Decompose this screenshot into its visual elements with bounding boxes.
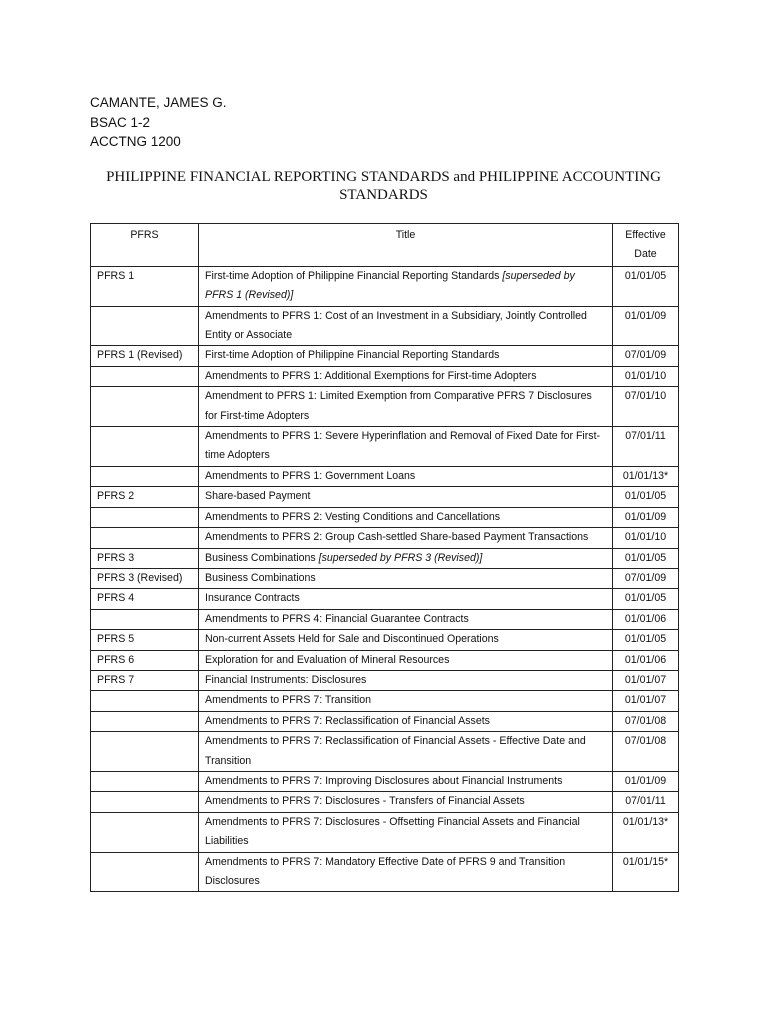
standard-code-cell: PFRS 1 (Revised): [91, 346, 199, 366]
effective-date-cell: 01/01/09: [613, 771, 679, 791]
table-row: [91, 306, 679, 346]
effective-date-cell: 01/01/09: [613, 507, 679, 527]
standard-title-cell: [199, 466, 613, 486]
effective-date-cell: 07/01/11: [613, 792, 679, 812]
standard-code-cell: [91, 691, 199, 711]
student-name: CAMANTE, JAMES G.: [90, 95, 227, 110]
standard-code-cell: PFRS 2: [91, 487, 199, 507]
standard-title-text: Amendments to PFRS 7: Disclosures - Transfers of Financial Assets: [205, 795, 525, 808]
effective-date-cell: 01/01/07: [613, 670, 679, 690]
student-header: [90, 93, 227, 152]
standard-title-cell: [199, 792, 613, 812]
effective-date-cell: 07/01/09: [613, 568, 679, 588]
standard-title-text: Amendments to PFRS 4: Financial Guarantee Contracts: [205, 612, 469, 625]
table-row: [91, 711, 679, 731]
effective-date-cell: 07/01/08: [613, 732, 679, 772]
effective-date-cell: 01/01/06: [613, 650, 679, 670]
standard-code-cell: [91, 366, 199, 386]
course-code: ACCTNG 1200: [90, 134, 181, 149]
effective-date-cell: 01/01/05: [613, 487, 679, 507]
effective-date-cell: 07/01/11: [613, 427, 679, 467]
standard-title-cell: [199, 691, 613, 711]
standard-title-cell: [199, 548, 613, 568]
standard-title-text: Amendments to PFRS 1: Severe Hyperinflation and Removal of Fixed Date for First-time Adopters: [205, 430, 601, 462]
table-row: [91, 812, 679, 852]
standard-code-cell: [91, 427, 199, 467]
standard-title-cell: [199, 366, 613, 386]
table-row: [91, 771, 679, 791]
standard-title-text: Amendments to PFRS 2: Vesting Conditions and Cancellations: [205, 510, 501, 523]
standard-code-cell: [91, 792, 199, 812]
standard-title-cell: [199, 670, 613, 690]
table-row: [91, 792, 679, 812]
standard-title-text: Amendment to PFRS 1: Limited Exemption from Comparative PFRS 7 Disclosures for First-time Adopters: [205, 390, 592, 422]
effective-date-cell: 01/01/06: [613, 609, 679, 629]
standard-title-cell: [199, 630, 613, 650]
standard-code-cell: PFRS 5: [91, 630, 199, 650]
standard-title-cell: [199, 609, 613, 629]
standard-title-text: Insurance Contracts: [205, 592, 300, 605]
standard-title-text: Amendments to PFRS 7: Reclassification of Financial Assets - Effective Date and Transition: [205, 735, 586, 767]
table-row: [91, 732, 679, 772]
table-row: [91, 387, 679, 427]
standard-code-cell: PFRS 3: [91, 548, 199, 568]
table-row: [91, 670, 679, 690]
standard-code-cell: [91, 609, 199, 629]
standard-code-cell: PFRS 7: [91, 670, 199, 690]
standard-code-cell: PFRS 3 (Revised): [91, 568, 199, 588]
effective-date-cell: 01/01/05: [613, 266, 679, 306]
standard-title-cell: [199, 589, 613, 609]
table-row: [91, 528, 679, 548]
effective-date-cell: 01/01/13*: [613, 466, 679, 486]
effective-date-cell: 01/01/09: [613, 306, 679, 346]
effective-date-cell: 01/01/07: [613, 691, 679, 711]
effective-date-cell: 01/01/05: [613, 630, 679, 650]
standard-title-cell: [199, 812, 613, 852]
table-row: [91, 366, 679, 386]
standard-code-cell: PFRS 6: [91, 650, 199, 670]
standard-title-text: First-time Adoption of Philippine Financial Reporting Standards: [205, 269, 500, 282]
standard-code-cell: [91, 711, 199, 731]
standard-title-cell: [199, 387, 613, 427]
table-row: [91, 589, 679, 609]
table-row: [91, 346, 679, 366]
supersession-note: [superseded by PFRS 3 (Revised)]: [318, 551, 483, 564]
table-row: [91, 266, 679, 306]
effective-date-cell: 01/01/05: [613, 548, 679, 568]
standard-title-cell: [199, 852, 613, 892]
table-row: [91, 487, 679, 507]
effective-date-cell: 01/01/10: [613, 528, 679, 548]
student-section: BSAC 1-2: [90, 114, 151, 130]
standard-title-text: Business Combinations: [205, 571, 316, 584]
effective-date-cell: 01/01/13*: [613, 812, 679, 852]
standard-code-cell: [91, 507, 199, 527]
supersession-note: [superseded by PFRS 1 (Revised)]: [205, 269, 575, 302]
standard-code-cell: [91, 771, 199, 791]
standard-code-cell: [91, 528, 199, 548]
effective-date-cell: 07/01/08: [613, 711, 679, 731]
effective-date-cell: 01/01/05: [613, 589, 679, 609]
standards-table: [90, 223, 679, 892]
standard-title-text: Exploration for and Evaluation of Mineral Resources: [205, 653, 450, 666]
standard-title-text: Amendments to PFRS 1: Government Loans: [205, 469, 416, 482]
table-row: [91, 630, 679, 650]
table-row: [91, 548, 679, 568]
standard-code-cell: [91, 306, 199, 346]
standard-title-cell: [199, 568, 613, 588]
standard-title-cell: [199, 427, 613, 467]
column-header-pfrs: PFRS: [91, 224, 199, 267]
standard-title-text: Amendments to PFRS 1: Additional Exemptions for First-time Adopters: [205, 369, 537, 382]
column-header-effective-date: Effective Date: [613, 224, 679, 267]
standard-code-cell: PFRS 1: [91, 266, 199, 306]
table-row: [91, 609, 679, 629]
table-body: [91, 266, 679, 892]
standard-title-cell: [199, 306, 613, 346]
table-row: [91, 691, 679, 711]
table-row: [91, 466, 679, 486]
standard-code-cell: [91, 387, 199, 427]
standard-title-text: Amendments to PFRS 7: Disclosures - Offsetting Financial Assets and Financial Liabilities: [205, 815, 580, 848]
standard-title-text: First-time Adoption of Philippine Financial Reporting Standards: [205, 349, 500, 362]
standard-code-cell: [91, 812, 199, 852]
standard-title-text: Amendments to PFRS 7: Improving Disclosures about Financial Instruments: [205, 774, 563, 787]
standard-title-text: Non-current Assets Held for Sale and Discontinued Operations: [205, 633, 499, 646]
standard-title-cell: [199, 528, 613, 548]
table-row: [91, 427, 679, 467]
standard-code-cell: [91, 466, 199, 486]
standard-code-cell: [91, 732, 199, 772]
standard-title-cell: [199, 346, 613, 366]
effective-date-cell: 01/01/15*: [613, 852, 679, 892]
table-row: [91, 507, 679, 527]
standard-title-text: Amendments to PFRS 7: Reclassification of Financial Assets: [205, 714, 490, 727]
standard-title-cell: [199, 650, 613, 670]
standard-title-text: Amendments to PFRS 7: Transition: [205, 694, 372, 707]
standard-title-cell: [199, 507, 613, 527]
effective-date-cell: 01/01/10: [613, 366, 679, 386]
standard-title-text: Financial Instruments: Disclosures: [205, 673, 367, 686]
standard-title-text: Share-based Payment: [205, 490, 311, 503]
table-row: [91, 650, 679, 670]
standard-title-cell: [199, 487, 613, 507]
standard-code-cell: PFRS 4: [91, 589, 199, 609]
document-title: PHILIPPINE FINANCIAL REPORTING STANDARDS and PHILIPPINE ACCOUNTING STANDARDS: [106, 169, 661, 203]
standard-title-cell: [199, 711, 613, 731]
effective-date-cell: 07/01/10: [613, 387, 679, 427]
standard-title-text: Amendments to PFRS 2: Group Cash-settled Share-based Payment Transactions: [205, 531, 589, 544]
column-header-title: Title: [199, 224, 613, 267]
standard-code-cell: [91, 852, 199, 892]
effective-date-cell: 07/01/09: [613, 346, 679, 366]
standard-title-cell: [199, 732, 613, 772]
standard-title-cell: [199, 771, 613, 791]
standard-title-text: Amendments to PFRS 1: Cost of an Investment in a Subsidiary, Jointly Controlled Entity or Associate: [205, 309, 587, 342]
table-header-row: [91, 224, 679, 267]
table-row: [91, 852, 679, 892]
standard-title-cell: [199, 266, 613, 306]
table-row: [91, 568, 679, 588]
standard-title-text: Business Combinations: [205, 551, 316, 564]
standard-title-text: Amendments to PFRS 7: Mandatory Effective Date of PFRS 9 and Transition Disclosures: [205, 855, 566, 887]
